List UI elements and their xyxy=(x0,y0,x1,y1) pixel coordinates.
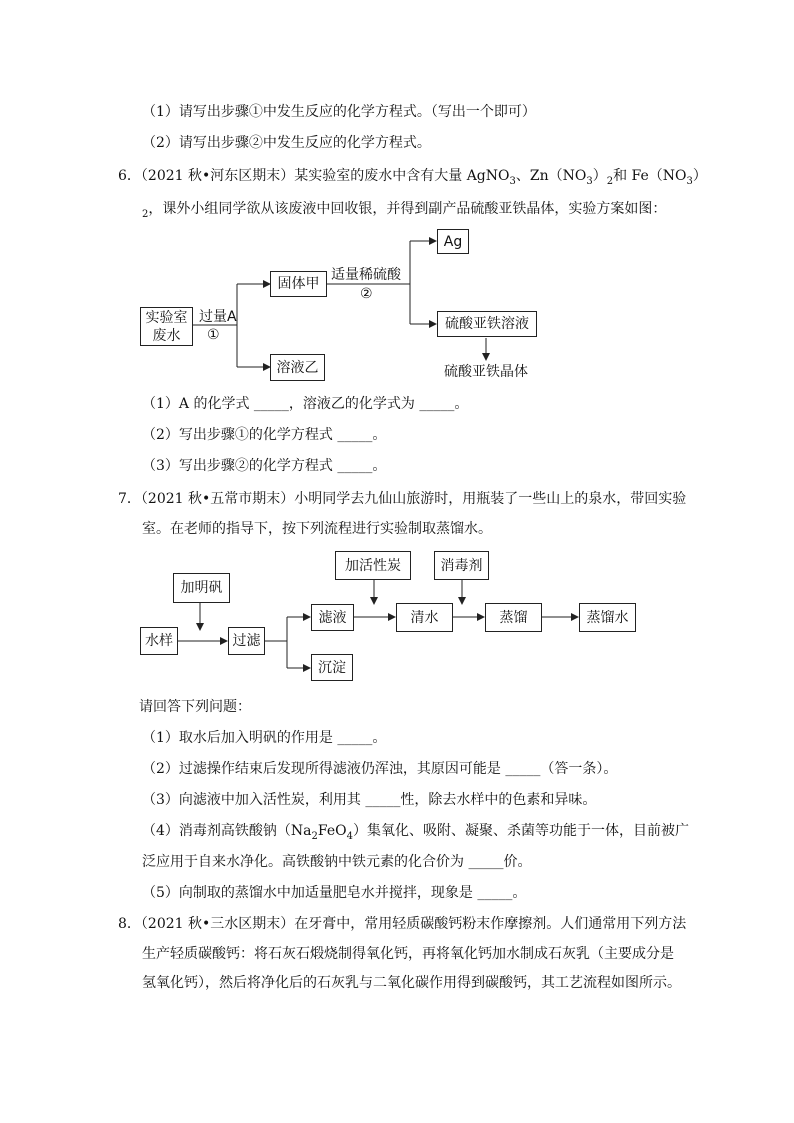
q7-stem-line2: 室。在老师的指导下，按下列流程进行实验制取蒸馏水。 xyxy=(142,521,492,537)
q7-prompt: 请回答下列问题： xyxy=(139,699,251,715)
box-lab-line1: 实验室 xyxy=(145,309,188,326)
q7-sub3: （3）向滤液中加入活性炭，利用其 _____性，除去水样中的色素和异味。 xyxy=(142,792,597,808)
q8-stem-line2: 生产轻质碳酸钙：将石灰石煅烧制得氧化钙，再将氧化钙加水制成石灰乳（主要成分是 xyxy=(142,946,674,962)
q7-sub4-line2: 泛应用于自来水净化。高铁酸钠中铁元素的化合价为 _____价。 xyxy=(142,854,532,870)
label-excess-a: 过量A xyxy=(199,309,237,325)
box-solid-a: 固体甲 xyxy=(270,271,327,297)
label-step-1: ① xyxy=(207,327,220,343)
label-ferrous-sulfate-crystal: 硫酸亚铁晶体 xyxy=(444,364,528,380)
box-water-sample: 水样 xyxy=(140,627,178,655)
box-ag: Ag xyxy=(437,229,469,254)
q6-sub1: （1）A 的化学式 _____，溶液乙的化学式为 _____。 xyxy=(142,396,469,412)
q8-stem-line1: 8．（2021 秋•三水区期末）在牙膏中，常用轻质碳酸钙粉末作摩擦剂。人们通常用下列方法 xyxy=(118,916,687,932)
label-dilute-acid: 适量稀硫酸 xyxy=(331,267,401,283)
box-filtration: 过滤 xyxy=(228,627,265,655)
box-solution-b: 溶液乙 xyxy=(270,354,325,381)
q7-sub2: （2）过滤操作结束后发现所得滤液仍浑浊，其原因可能是 _____（答一条）。 xyxy=(142,761,618,777)
box-distilled-water: 蒸馏水 xyxy=(579,603,636,632)
q6-sub3: （3）写出步骤②的化学方程式 _____。 xyxy=(142,458,387,474)
q8-stem-line3: 氢氧化钙），然后将净化后的石灰乳与二氧化碳作用得到碳酸钙，其工艺流程如图所示。 xyxy=(142,975,681,991)
label-step-2: ② xyxy=(360,286,373,302)
box-add-alum: 加明矾 xyxy=(173,573,230,603)
q7-sub1: （1）取水后加入明矾的作用是 _____。 xyxy=(142,730,387,746)
box-precipitate: 沉淀 xyxy=(311,654,353,681)
box-clear-water: 清水 xyxy=(396,603,453,632)
q7-sub5: （5）向制取的蒸馏水中加适量肥皂水并搅拌，现象是 _____。 xyxy=(142,885,527,901)
box-distillation: 蒸馏 xyxy=(485,603,542,632)
box-ferrous-sulfate-solution: 硫酸亚铁溶液 xyxy=(437,311,537,337)
q6-stem-line2: $_2$，课外小组同学欲从该废液中回收银，并得到副产品硫酸亚铁晶体，实验方案如图： xyxy=(142,201,667,220)
q6-sub2: （2）写出步骤①的化学方程式 _____。 xyxy=(142,427,387,443)
box-lab-wastewater xyxy=(140,307,193,346)
box-filtrate: 滤液 xyxy=(311,604,354,631)
q7-sub4-line1: （4）消毒剂高铁酸钠$(Na_2FeO_4)$集氧化、吸附、凝聚、杀菌等功能于一体，目前被广 xyxy=(142,823,689,842)
q7-stem-line1: 7．（2021 秋•五常市期末）小明同学去九仙山旅游时，用瓶装了一些山上的泉水，带回实验 xyxy=(118,491,687,507)
q5-sub1: （1）请写出步骤①中发生反应的化学方程式。（写出一个即可） xyxy=(142,104,536,120)
box-activated-carbon: 加活性炭 xyxy=(335,551,411,580)
q6-stem-line1: 6．（2021 秋•河东区期末）某实验室的废水中含有大量 AgNO$_3$、$Zn(NO_3)_2$和 $Fe(NO_3)$ xyxy=(118,168,707,187)
box-lab-line2: 废水 xyxy=(152,327,181,344)
box-disinfectant: 消毒剂 xyxy=(434,551,489,580)
q5-sub2: （2）请写出步骤②中发生反应的化学方程式。 xyxy=(142,135,431,151)
